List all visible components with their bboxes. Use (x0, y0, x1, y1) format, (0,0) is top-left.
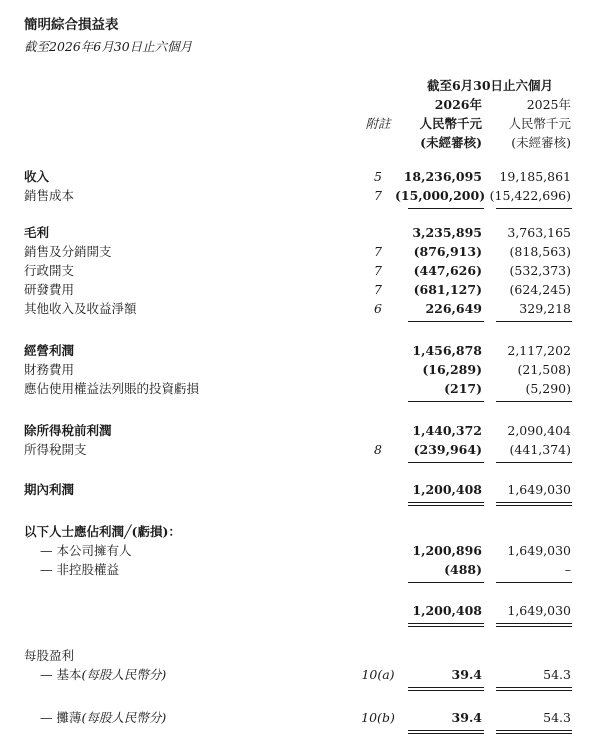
double-rule-line (496, 687, 572, 688)
eps-diluted-label: — 攤薄 (40, 710, 82, 725)
selling-label: 銷售及分銷開支 (24, 244, 112, 259)
double-rule-line (408, 690, 484, 691)
equity-loss-label: 應佔使用權益法列賬的投資虧損 (24, 381, 200, 396)
eps-diluted-current: 39.4 (451, 710, 482, 725)
double-rule-line (408, 687, 484, 688)
cost-of-sales-label: 銷售成本 (24, 188, 75, 203)
selling-prior: (818,563) (509, 244, 571, 259)
audit-current: (未經審核) (420, 135, 482, 150)
cost-of-sales-note: 7 (374, 188, 382, 203)
revenue-note: 5 (374, 169, 382, 184)
profit-before-tax-prior: 2,090,404 (507, 423, 571, 438)
finance-costs-current: (16,289) (422, 362, 482, 377)
rule-line (408, 462, 484, 463)
admin-note: 7 (374, 263, 382, 278)
other-income-label: 其他收入及收益淨額 (24, 301, 137, 316)
double-rule-line (408, 502, 484, 503)
finance-costs-prior: (21,508) (517, 362, 571, 377)
owners-prior: 1,649,030 (507, 543, 571, 558)
income-tax-note: 8 (374, 442, 382, 457)
admin-prior: (532,373) (509, 263, 571, 278)
attributable-total-prior: 1,649,030 (507, 603, 571, 618)
cost-of-sales-prior: (15,422,696) (489, 188, 571, 203)
other-income-current: 226,649 (425, 301, 482, 316)
eps-basic-sublabel: (每股人民幣分) (81, 667, 167, 682)
unit-prior: 人民幣千元 (508, 116, 571, 131)
income-tax-current: (239,964) (413, 442, 482, 457)
profit-period-prior: 1,649,030 (507, 482, 571, 497)
eps-basic-current: 39.4 (451, 667, 482, 682)
equity-loss-prior: (5,290) (525, 381, 571, 396)
eps-diluted-row-label (40, 710, 166, 725)
cost-of-sales-current: (15,000,200) (395, 188, 486, 203)
double-rule-line (496, 502, 572, 503)
selling-note: 7 (374, 244, 382, 259)
double-rule-line (408, 626, 484, 627)
statement-title: 簡明綜合損益表 (24, 17, 119, 33)
double-rule-line (496, 690, 572, 691)
double-rule-line (408, 505, 484, 506)
year-prior: 2025年 (526, 97, 571, 112)
rule-line (408, 582, 484, 583)
nci-label: — 非控股權益 (40, 562, 119, 577)
operating-profit-prior: 2,117,202 (507, 343, 571, 358)
other-income-prior: 329,218 (519, 301, 571, 316)
operating-profit-current: 1,456,878 (412, 343, 482, 358)
admin-current: (447,626) (413, 263, 482, 278)
operating-profit-label: 經營利潤 (24, 343, 75, 358)
revenue-current: 18,236,095 (403, 169, 482, 184)
unit-current: 人民幣千元 (419, 116, 482, 131)
finance-costs-label: 財務費用 (24, 362, 75, 377)
rule-line (408, 321, 484, 322)
rule-line (496, 208, 572, 209)
income-tax-prior: (441,374) (509, 442, 571, 457)
rnd-current: (681,127) (413, 282, 482, 297)
rnd-prior: (624,245) (509, 282, 571, 297)
admin-label: 行政開支 (24, 263, 75, 278)
eps-basic-row-label (40, 667, 166, 682)
profit-period-current: 1,200,408 (412, 482, 482, 497)
audit-prior: (未經審核) (511, 135, 571, 150)
profit-period-label: 期內利潤 (24, 482, 75, 497)
eps-diluted-note: 10(b) (361, 710, 395, 725)
note-column-header: 附註 (365, 116, 391, 131)
attributable-heading: 以下人士應佔利潤╱(虧損)： (24, 524, 181, 539)
double-rule-line (408, 730, 484, 731)
eps-diluted-sublabel: (每股人民幣分) (81, 710, 167, 725)
owners-current: 1,200,896 (412, 543, 482, 558)
eps-basic-prior: 54.3 (543, 667, 571, 682)
double-rule-line (408, 623, 484, 624)
rnd-label: 研發費用 (24, 282, 75, 297)
period-header: 截至6月30日止六個月 (426, 78, 554, 93)
rule-line (408, 401, 484, 402)
double-rule-line (496, 733, 572, 734)
gross-profit-prior: 3,763,165 (507, 225, 571, 240)
selling-current: (876,913) (413, 244, 482, 259)
double-rule-line (496, 505, 572, 506)
revenue-prior: 19,185,861 (499, 169, 571, 184)
profit-before-tax-current: 1,440,372 (412, 423, 482, 438)
eps-basic-note: 10(a) (361, 667, 395, 682)
rule-line (496, 462, 572, 463)
rule-line (496, 582, 572, 583)
rnd-note: 7 (374, 282, 382, 297)
nci-current: (488) (444, 562, 482, 577)
double-rule-line (496, 623, 572, 624)
year-current: 2026年 (434, 97, 482, 112)
eps-heading: 每股盈利 (24, 648, 75, 663)
rule-line (496, 321, 572, 322)
gross-profit-label: 毛利 (24, 225, 50, 240)
eps-diluted-prior: 54.3 (543, 710, 571, 725)
income-tax-label: 所得稅開支 (24, 442, 87, 457)
gross-profit-current: 3,235,895 (412, 225, 482, 240)
other-income-note: 6 (374, 301, 382, 316)
owners-label: — 本公司擁有人 (40, 543, 132, 558)
equity-loss-current: (217) (444, 381, 482, 396)
statement-subtitle: 截至2026年6月30日止六個月 (24, 39, 193, 54)
rule-line (408, 208, 484, 209)
double-rule-line (408, 733, 484, 734)
nci-prior: – (564, 562, 571, 577)
profit-before-tax-label: 除所得稅前利潤 (24, 423, 112, 438)
revenue-label: 收入 (24, 169, 50, 184)
double-rule-line (496, 730, 572, 731)
double-rule-line (496, 626, 572, 627)
eps-basic-label: — 基本 (40, 667, 82, 682)
rule-line (496, 401, 572, 402)
attributable-total-current: 1,200,408 (412, 603, 482, 618)
